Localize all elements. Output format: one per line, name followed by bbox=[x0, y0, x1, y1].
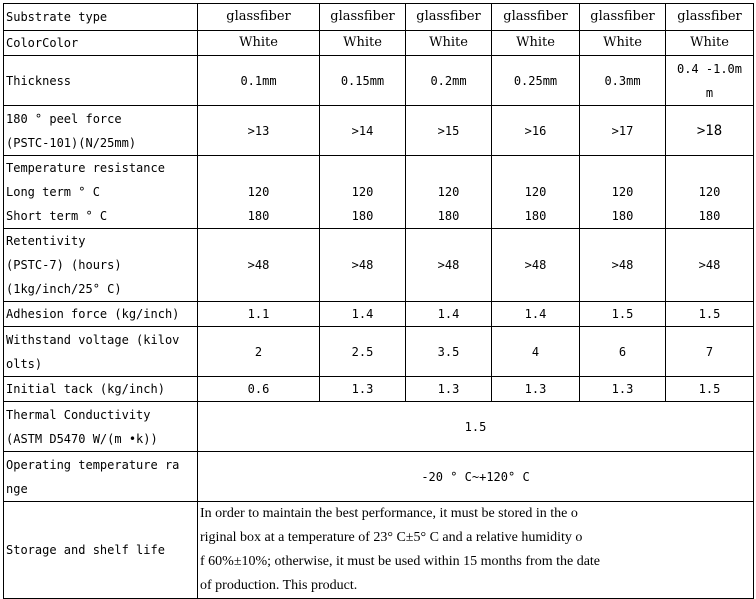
cell: >14 bbox=[320, 106, 406, 156]
cell: >18 bbox=[666, 106, 754, 156]
row-storage bbox=[4, 502, 754, 599]
label-line: (ASTM D5470 W/(m •k)) bbox=[6, 431, 158, 446]
spec-table bbox=[3, 3, 754, 599]
row-operating bbox=[4, 452, 754, 502]
label-line: Operating temperature ra bbox=[6, 457, 180, 472]
label-retentivity bbox=[4, 229, 198, 302]
label-line: Long term ° C bbox=[6, 185, 100, 199]
cell: >15 bbox=[406, 106, 492, 156]
label-line: (PSTC-101)(N/25mm) bbox=[6, 135, 137, 150]
cell: White bbox=[320, 31, 406, 56]
cell: 6 bbox=[580, 327, 666, 377]
cell: >16 bbox=[492, 106, 580, 156]
cell: White bbox=[666, 31, 754, 56]
label-operating bbox=[4, 452, 198, 502]
label-line: Short term ° C bbox=[6, 209, 108, 223]
row-voltage bbox=[4, 327, 754, 377]
cell-temperature: 120 180 bbox=[320, 156, 406, 229]
thickness-range-line1: 0.4 -1.0m bbox=[676, 61, 743, 76]
cell: >48 bbox=[406, 229, 492, 302]
label-substrate-type: Substrate type bbox=[4, 4, 198, 31]
label-thermal bbox=[4, 402, 198, 452]
header-col: glassfiber bbox=[666, 4, 754, 31]
cell: 0.25mm bbox=[492, 56, 580, 106]
cell: White bbox=[198, 31, 320, 56]
header-col: glassfiber bbox=[492, 4, 580, 31]
row-adhesion bbox=[4, 302, 754, 327]
storage-line: In order to maintain the best performance, it must be stored in the o bbox=[200, 506, 578, 521]
cell-temperature: 120 180 bbox=[580, 156, 666, 229]
label-voltage bbox=[4, 327, 198, 377]
header-col: glassfiber bbox=[320, 4, 406, 31]
row-color bbox=[4, 31, 754, 56]
cell-thermal-value: 1.5 bbox=[198, 402, 754, 452]
cell: 1.3 bbox=[320, 377, 406, 402]
cell: 1.3 bbox=[406, 377, 492, 402]
cell: 2 bbox=[198, 327, 320, 377]
label-storage: Storage and shelf life bbox=[4, 502, 198, 599]
cell: >48 bbox=[666, 229, 754, 302]
row-substrate-type bbox=[4, 4, 754, 31]
storage-line: f 60%±10%; otherwise, it must be used within 15 months from the date bbox=[200, 554, 601, 569]
cell: 7 bbox=[666, 327, 754, 377]
cell: White bbox=[406, 31, 492, 56]
thickness-range-line2: m bbox=[705, 85, 714, 100]
row-peel-force bbox=[4, 106, 754, 156]
label-line: Thermal Conductivity bbox=[6, 407, 151, 422]
label-thickness: Thickness bbox=[4, 56, 198, 106]
cell: >48 bbox=[492, 229, 580, 302]
cell: White bbox=[492, 31, 580, 56]
row-thermal bbox=[4, 402, 754, 452]
cell: 0.15mm bbox=[320, 56, 406, 106]
header-col: glassfiber bbox=[406, 4, 492, 31]
label-temperature bbox=[4, 156, 198, 229]
cell: 1.3 bbox=[492, 377, 580, 402]
cell: 1.5 bbox=[580, 302, 666, 327]
cell: 0.1mm bbox=[198, 56, 320, 106]
cell: 1.4 bbox=[320, 302, 406, 327]
header-col: glassfiber bbox=[580, 4, 666, 31]
cell-temperature: 120 180 bbox=[492, 156, 580, 229]
label-tack: Initial tack (kg/inch) bbox=[4, 377, 198, 402]
cell: 4 bbox=[492, 327, 580, 377]
row-temperature bbox=[4, 156, 754, 229]
label-line: olts) bbox=[6, 356, 43, 371]
cell: 0.6 bbox=[198, 377, 320, 402]
label-line: Temperature resistance bbox=[6, 161, 165, 175]
cell-thickness-range bbox=[666, 56, 754, 106]
cell: 2.5 bbox=[320, 327, 406, 377]
label-line: nge bbox=[6, 481, 28, 496]
header-col: glassfiber bbox=[198, 4, 320, 31]
cell-storage-text bbox=[198, 502, 754, 599]
cell-temperature: 120 180 bbox=[406, 156, 492, 229]
cell: >13 bbox=[198, 106, 320, 156]
row-thickness bbox=[4, 56, 754, 106]
label-line: Withstand voltage (kilov bbox=[6, 332, 180, 347]
label-peel-force bbox=[4, 106, 198, 156]
storage-line: of production. This product. bbox=[200, 578, 358, 593]
cell-operating-value: -20 ° C~+120° C bbox=[198, 452, 754, 502]
label-color: ColorColor bbox=[4, 31, 198, 56]
cell-temperature: 120 180 bbox=[198, 156, 320, 229]
cell: >48 bbox=[580, 229, 666, 302]
label-line: (1kg/inch/25° C) bbox=[6, 282, 122, 296]
cell: 1.5 bbox=[666, 302, 754, 327]
cell: 1.4 bbox=[406, 302, 492, 327]
cell: 1.1 bbox=[198, 302, 320, 327]
cell: 1.3 bbox=[580, 377, 666, 402]
cell: 1.5 bbox=[666, 377, 754, 402]
label-line: (PSTC-7) (hours) bbox=[6, 258, 122, 272]
row-retentivity bbox=[4, 229, 754, 302]
label-adhesion: Adhesion force (kg/inch) bbox=[4, 302, 198, 327]
cell: 0.2mm bbox=[406, 56, 492, 106]
cell: >17 bbox=[580, 106, 666, 156]
storage-line: riginal box at a temperature of 23° C±5° C and a relative humidity o bbox=[200, 530, 583, 545]
row-tack bbox=[4, 377, 754, 402]
cell-temperature: 120 180 bbox=[666, 156, 754, 229]
label-line: 180 ° peel force bbox=[6, 111, 122, 126]
label-line: Retentivity bbox=[6, 234, 86, 248]
cell: 1.4 bbox=[492, 302, 580, 327]
cell: White bbox=[580, 31, 666, 56]
cell: 0.3mm bbox=[580, 56, 666, 106]
cell: 3.5 bbox=[406, 327, 492, 377]
cell: >48 bbox=[320, 229, 406, 302]
cell: >48 bbox=[198, 229, 320, 302]
